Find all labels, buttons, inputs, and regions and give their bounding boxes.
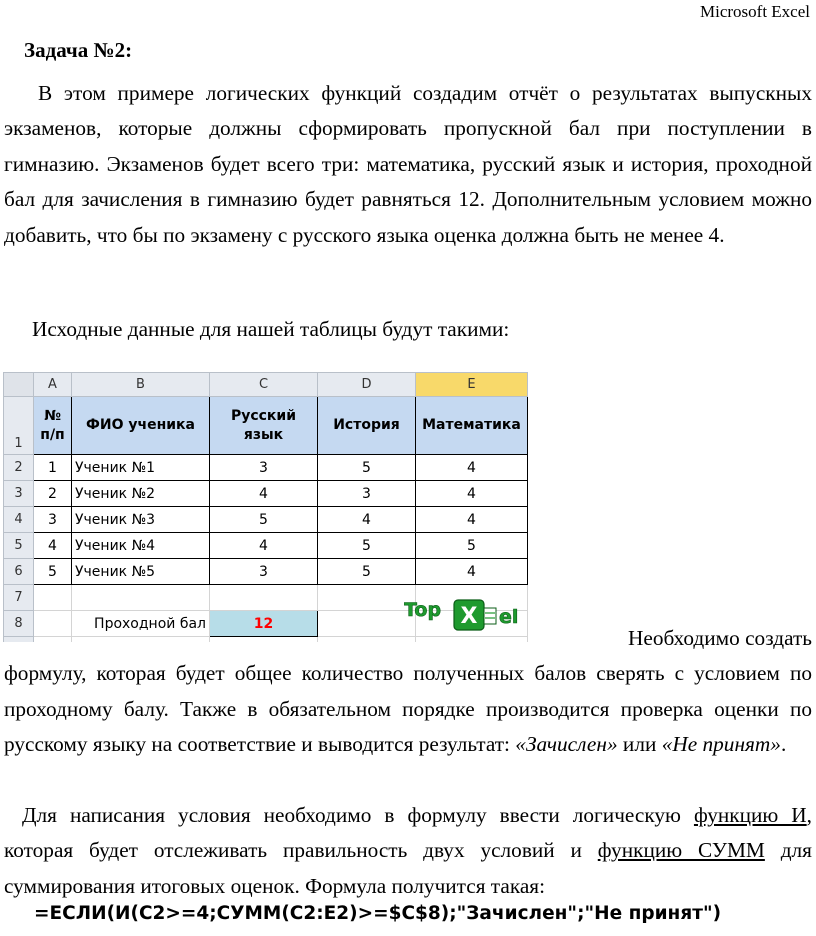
cell-russian: 4 — [210, 481, 318, 507]
cell-number: 2 — [34, 481, 72, 507]
paragraph-text: . — [780, 732, 787, 757]
cell-history: 5 — [318, 533, 416, 559]
column-header-c: C — [210, 373, 318, 397]
row-header: 4 — [4, 507, 34, 533]
column-header-b: B — [72, 373, 210, 397]
table-row — [4, 559, 528, 585]
cell-number: 5 — [34, 559, 72, 585]
cell-name: Ученик №2 — [72, 481, 210, 507]
cell-math: 4 — [416, 559, 528, 585]
cell-history: 5 — [318, 455, 416, 481]
paragraph-text: формулу, которая будет общее количество полученных балов сверять с условием по проходному балу. Также в обязательном порядке производится проверка оценки по русскому языку на соответствие и выводится результат: — [4, 661, 812, 757]
cell-name: Ученик №1 — [72, 455, 210, 481]
cell-number: 1 — [34, 455, 72, 481]
table-header-row — [4, 397, 528, 455]
table-row — [4, 507, 528, 533]
svg-text:X: X — [460, 604, 478, 629]
cell-number: 4 — [34, 533, 72, 559]
cell-russian: 3 — [210, 559, 318, 585]
functions-paragraph — [4, 798, 812, 904]
table-row — [4, 533, 528, 559]
row-header: 2 — [4, 455, 34, 481]
column-header-row — [4, 373, 528, 397]
logo-text-top: Top — [404, 599, 442, 621]
cell-name: Ученик №3 — [72, 507, 210, 533]
task-title: Задача №2: — [24, 38, 133, 62]
cell-math: 4 — [416, 455, 528, 481]
cell-name: Ученик №4 — [72, 533, 210, 559]
row-header: 1 — [4, 397, 34, 455]
document-header: Microsoft Excel — [700, 2, 810, 21]
cell-name: Ученик №5 — [72, 559, 210, 585]
row-header: 3 — [4, 481, 34, 507]
cell-number: 3 — [34, 507, 72, 533]
paragraph-text: для суммирования итоговых оценок. Формула получится такая: — [4, 838, 812, 898]
row-header: 7 — [4, 585, 34, 611]
cell-russian: 5 — [210, 507, 318, 533]
cell-math: 4 — [416, 481, 528, 507]
paragraph-text: или — [617, 732, 662, 757]
empty-cell — [318, 585, 416, 611]
column-header-e: E — [416, 373, 528, 397]
cell-history: 5 — [318, 559, 416, 585]
header-name: ФИО ученика — [72, 397, 210, 455]
empty-cell — [72, 585, 210, 611]
column-header-d: D — [318, 373, 416, 397]
table-row — [4, 481, 528, 507]
header-russian: Русский язык — [210, 397, 318, 455]
cell-russian: 4 — [210, 533, 318, 559]
column-header-a: A — [34, 373, 72, 397]
source-data-paragraph: Исходные данные для нашей таблицы будут такими: — [32, 317, 510, 341]
row-header: 5 — [4, 533, 34, 559]
cell-math: 4 — [416, 507, 528, 533]
formula-description-paragraph — [4, 621, 812, 763]
logo-text-el: el — [499, 606, 519, 628]
table-row — [4, 455, 528, 481]
empty-cell — [210, 585, 318, 611]
row-header: 6 — [4, 559, 34, 585]
result-rejected: «Не принят» — [661, 732, 781, 757]
header-number: № п/п — [34, 397, 72, 455]
function-sum-link[interactable]: функцию СУММ — [597, 838, 765, 863]
header-math: Математика — [416, 397, 528, 455]
row-header: 8 — [4, 611, 34, 637]
paragraph-text: Для написания условия необходимо в формулу ввести логическую — [22, 803, 694, 827]
empty-cell — [34, 585, 72, 611]
cell-history: 4 — [318, 507, 416, 533]
cell-math: 5 — [416, 533, 528, 559]
cell-russian: 3 — [210, 455, 318, 481]
function-and-link[interactable]: функцию И — [693, 803, 807, 827]
paragraph-text: , которая будет отслеживать правильность двух условий и — [4, 803, 812, 863]
select-all-corner — [4, 373, 34, 397]
header-history: История — [318, 397, 416, 455]
pass-score-label: Проходной бал — [72, 611, 210, 637]
cell-history: 3 — [318, 481, 416, 507]
result-accepted: «Зачислен» — [515, 732, 618, 757]
formula-text: =ЕСЛИ(И(C2>=4;СУММ(C2:E2)>=$C$8);"Зачислен";"Не принят") — [34, 903, 722, 924]
pass-score-value: 12 — [210, 611, 318, 637]
paragraph-lead: Необходимо создать — [628, 626, 812, 650]
intro-paragraph: В этом примере логических функций создадим отчёт о результатах выпускных экзаменов, которые должны сформировать пропускной бал при поступлении в гимназию. Экзаменов будет всего три: математика, русский язык и история, проходной бал для зачисления в гимназию будет равняться 12. Дополнительным условием можно добавить, что бы по экзамену с русского языка оценка должна быть не менее 4. — [4, 81, 812, 247]
